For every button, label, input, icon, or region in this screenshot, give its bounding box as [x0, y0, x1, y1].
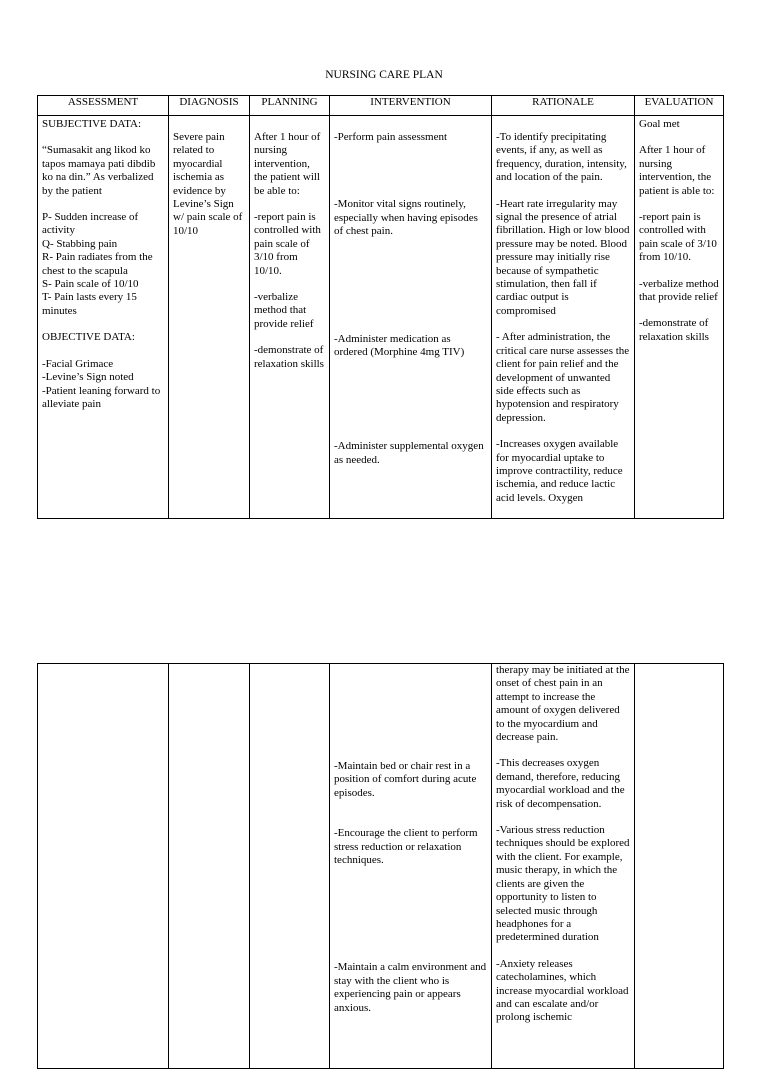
intervention-item: -Maintain a calm environment and stay with the client who is experiencing pain or appears anxious.: [334, 961, 487, 1014]
rationale-item: therapy may be initiated at the onset of chest pain in an attempt to increase the amount of oxygen delivered to the myocardium and decrease pain.: [496, 664, 630, 744]
planning-goal: -report pain is controlled with pain scale of 3/10 from 10/10.: [254, 211, 321, 277]
table-row: [38, 664, 724, 1069]
header-assessment: ASSESSMENT: [38, 96, 169, 116]
assessment-cell: [38, 664, 169, 1069]
intervention-item: -Administer medication as ordered (Morphine 4mg TIV): [334, 332, 465, 359]
evaluation-result: -demonstrate of relaxation skills: [639, 317, 709, 343]
evaluation-result: -verbalize method that provide relief: [639, 277, 719, 304]
pqrst-item: Q- Stabbing pain: [42, 237, 118, 250]
evaluation-result: -report pain is controlled with pain scale of 3/10 from 10/10.: [639, 211, 717, 264]
rationale-item: -Various stress reduction techniques should be explored with the client. For example, music therapy, in which the clients are given the opportunity to listen to selected music through headphones for a predetermined duration: [496, 824, 630, 944]
pqrst-item: S- Pain scale of 10/10: [42, 278, 139, 291]
evaluation-cell: [635, 116, 724, 519]
header-intervention: INTERVENTION: [330, 96, 492, 116]
diagnosis-cell: [169, 664, 250, 1069]
rationale-item: -Heart rate irregularity may signal the presence of atrial fibrillation. High or low blood pressure may be noted. Blood pressure may initially rise because of sympathetic stimulation, then fall if cardiac output is compromised: [496, 197, 630, 317]
pqrst-item: T- Pain lasts every 15 minutes: [42, 291, 137, 317]
planning-cell: [250, 116, 330, 519]
rationale-cell: [492, 664, 635, 1069]
intervention-cell: [330, 664, 492, 1069]
planning-intro: After 1 hour of nursing intervention, the patient will be able to:: [254, 131, 321, 197]
evaluation-intro: After 1 hour of nursing intervention, the patient is able to:: [639, 144, 715, 197]
intervention-item: -Maintain bed or chair rest in a position of comfort during acute episodes.: [334, 760, 477, 799]
planning-goal: -demonstrate of relaxation skills: [254, 344, 324, 370]
rationale-item: -To identify precipitating events, if any, as well as frequency, duration, intensity, and location of the pain.: [496, 131, 627, 184]
header-evaluation: EVALUATION: [635, 96, 724, 116]
header-row: [38, 96, 724, 116]
objective-item: -Patient leaning forward to alleviate pain: [42, 384, 161, 410]
intervention-item: -Administer supplemental oxygen as needed.: [334, 440, 484, 466]
planning-cell: [250, 664, 330, 1069]
care-plan-table-page-1: [37, 95, 724, 519]
rationale-item: -Anxiety releases catecholamines, which increase myocardial workload and can escalate and/or prolong ischemic: [496, 957, 629, 1024]
diagnosis-text: Severe pain related to myocardial ischemia as evidence by Levine’s Sign w/ pain scale of 10/10: [173, 131, 243, 237]
intervention-item: -Monitor vital signs routinely, especially when having episodes of chest pain.: [334, 198, 478, 238]
page-title: NURSING CARE PLAN: [325, 69, 443, 81]
rationale-item: -Increases oxygen available for myocardial uptake to improve contractility, reduce ischemia, and reduce lactic acid levels. Oxygen: [496, 438, 623, 504]
evaluation-cell: [635, 664, 724, 1069]
intervention-cell: [330, 116, 492, 519]
table-row: [38, 116, 724, 519]
objective-label: OBJECTIVE DATA:: [42, 331, 135, 344]
rationale-item: -This decreases oxygen demand, therefore, reducing myocardial workload and the risk of decompensation.: [496, 757, 625, 810]
pqrst-item: R- Pain radiates from the chest to the scapula: [42, 251, 153, 277]
pqrst-item: P- Sudden increase of activity: [42, 211, 139, 237]
rationale-cell: [492, 116, 635, 519]
intervention-item: -Encourage the client to perform stress reduction or relaxation techniques.: [334, 827, 478, 867]
header-rationale: RATIONALE: [492, 96, 635, 116]
rationale-item: - After administration, the critical care nurse assesses the client for pain relief and the development of unwanted side effects such as hypotension and respiratory depression.: [496, 331, 630, 424]
intervention-item: -Perform pain assessment: [334, 131, 448, 143]
objective-item: -Facial Grimace: [42, 357, 114, 370]
diagnosis-cell: [169, 116, 250, 519]
objective-item: -Levine’s Sign noted: [42, 371, 134, 384]
subjective-label: SUBJECTIVE DATA:: [42, 118, 142, 130]
care-plan-table-page-2: [37, 663, 724, 1069]
header-planning: PLANNING: [250, 96, 330, 116]
patient-quote: “Sumasakit ang likod ko tapos mamaya pati dibdib ko na din.” As verbalized by the patient: [42, 144, 156, 197]
planning-goal: -verbalize method that provide relief: [254, 291, 314, 330]
evaluation-status: Goal met: [639, 118, 680, 130]
assessment-cell: [38, 116, 169, 519]
header-diagnosis: DIAGNOSIS: [169, 96, 250, 116]
